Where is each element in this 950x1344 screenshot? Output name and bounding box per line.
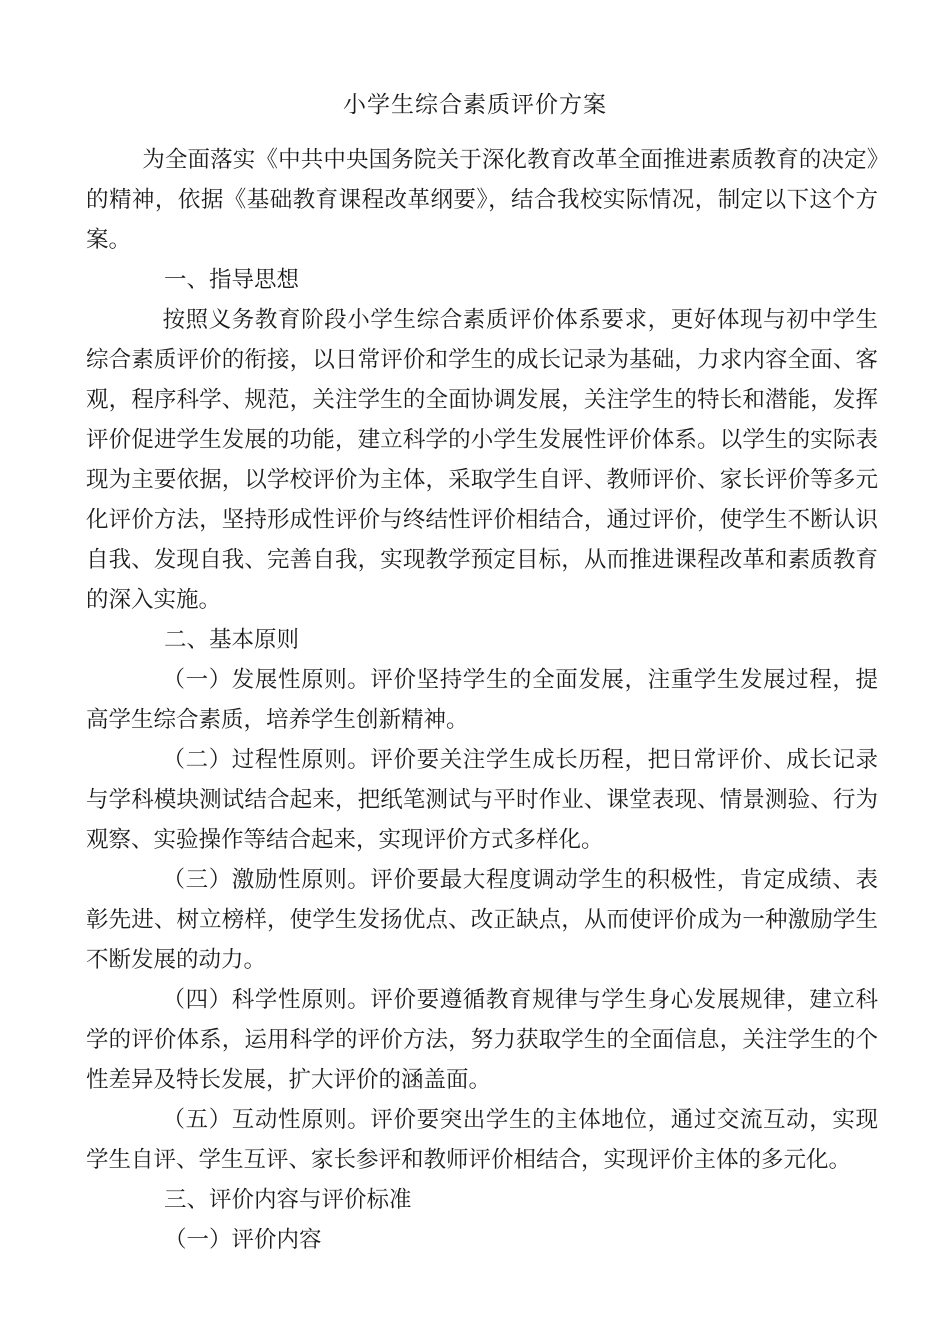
subheading-evaluation-content: （一）评价内容 [164, 1227, 322, 1253]
document-title: 小学生综合素质评价方案 [343, 92, 607, 118]
principle-incentive: （三）激励性原则。评价要最大程度调动学生的积极性，肯定成绩、表彰先进、树立榜样，使学生发扬优点、改正缺点，从而使评价成为一种激励学生不断发展的动力。 [86, 867, 878, 973]
guiding-thought-paragraph: 按照义务教育阶段小学生综合素质评价体系要求，更好体现与初中学生综合素质评价的衔接，以日常评价和学生的成长记录为基础，力求内容全面、客观，程序科学、规范，关注学生的全面协调发展，关注学生的特长和潜能，发挥评价促进学生发展的功能，建立科学的小学生发展性评价体系。以学生的实际表现为主要依据，以学校评价为主体，采取学生自评、教师评价、家长评价等多元化评价方法，坚持形成性评价与终结性评价相结合，通过评价，使学生不断认识自我、发现自我、完善自我，实现教学预定目标，从而推进课程改革和素质教育的深入实施。 [86, 307, 878, 613]
principle-development: （一）发展性原则。评价坚持学生的全面发展，注重学生发展过程，提高学生综合素质，培养学生创新精神。 [86, 667, 878, 733]
section-heading-basic-principles: 二、基本原则 [164, 627, 300, 653]
intro-paragraph: 为全面落实《中共中央国务院关于深化教育改革全面推进素质教育的决定》的精神，依据《基础教育课程改革纲要》，结合我校实际情况，制定以下这个方案。 [86, 147, 878, 253]
section-heading-guiding-thought: 一、指导思想 [164, 267, 300, 293]
principle-interactive: （五）互动性原则。评价要突出学生的主体地位，通过交流互动，实现学生自评、学生互评、家长参评和教师评价相结合，实现评价主体的多元化。 [86, 1107, 878, 1173]
document-body [86, 140, 878, 1260]
principle-process: （二）过程性原则。评价要关注学生成长历程，把日常评价、成长记录与学科模块测试结合起来，把纸笔测试与平时作业、课堂表现、情景测验、行为观察、实验操作等结合起来，实现评价方式多样化。 [86, 747, 878, 853]
principle-scientific: （四）科学性原则。评价要遵循教育规律与学生身心发展规律，建立科学的评价体系，运用科学的评价方法，努力获取学生的全面信息，关注学生的个性差异及特长发展，扩大评价的涵盖面。 [86, 987, 878, 1093]
section-heading-evaluation-content: 三、评价内容与评价标准 [164, 1187, 412, 1213]
